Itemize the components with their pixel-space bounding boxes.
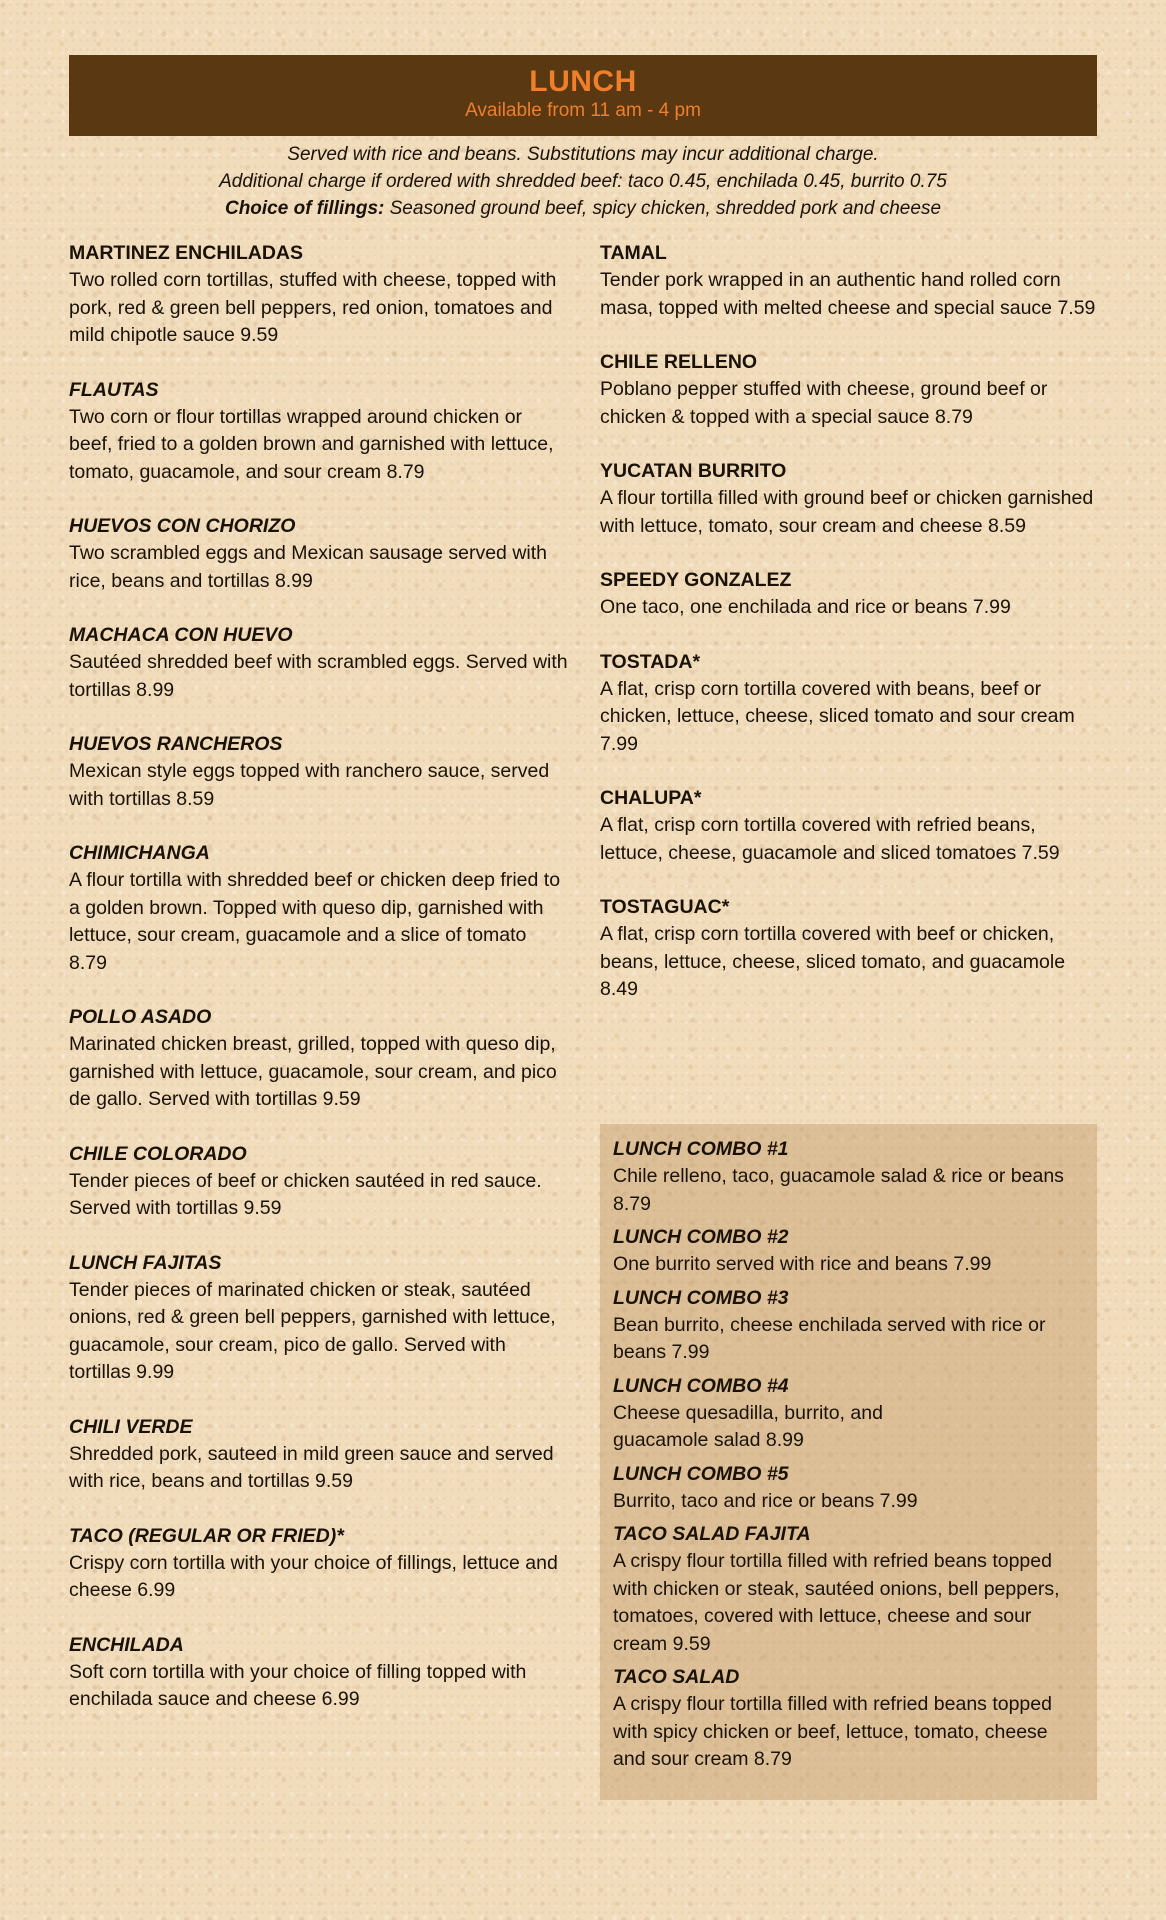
combo-item xyxy=(613,1664,1087,1774)
menu-item xyxy=(69,840,569,977)
menu-item-description: Two rolled corn tortillas, stuffed with cheese, topped with pork, red & green bell peppers, red onion, tomatoes and mild chipotle sauce 9.59 xyxy=(69,269,557,346)
left-menu-column xyxy=(69,240,569,1741)
menu-item xyxy=(600,894,1100,1004)
menu-availability: Available from 11 am - 4 pm xyxy=(465,100,701,121)
combo-item xyxy=(613,1285,1087,1367)
menu-item-name: TACO (REGULAR OR FRIED)* xyxy=(69,1524,344,1547)
combo-item-name: LUNCH COMBO #5 xyxy=(613,1462,789,1485)
combo-item-name: LUNCH COMBO #3 xyxy=(613,1286,789,1309)
combo-item xyxy=(613,1373,1087,1455)
menu-item-name: TOSTADA* xyxy=(600,650,701,673)
menu-item-description: Sautéed shredded beef with scrambled eggs. Served with tortillas 8.99 xyxy=(69,651,568,701)
menu-item-description: Poblano pepper stuffed with cheese, ground beef or chicken & topped with a special sauce 8.79 xyxy=(600,378,1048,428)
menu-title: LUNCH xyxy=(529,65,637,98)
menu-item-name: MARTINEZ ENCHILADAS xyxy=(69,242,303,264)
lunch-combos-box xyxy=(600,1124,1097,1800)
menu-item-description: Marinated chicken breast, grilled, topped with queso dip, garnished with lettuce, guacamole, sour cream, and pico de gallo. Served with tortillas 9.59 xyxy=(69,1033,557,1110)
menu-item-description: Soft corn tortilla with your choice of filling topped with enchilada sauce and cheese 6.99 xyxy=(69,1660,527,1710)
combo-item-name: TACO SALAD FAJITA xyxy=(613,1523,811,1545)
menu-item-name: HUEVOS CON CHORIZO xyxy=(69,515,296,537)
menu-item-description: Two corn or flour tortillas wrapped around chicken or beef, fried to a golden brown and garnished with lettuce, tomato, guacamole, and sour cream 8.79 xyxy=(69,405,554,483)
menu-item xyxy=(69,1004,569,1114)
combo-item-description: Burrito, taco and rice or beans 7.99 xyxy=(613,1489,918,1512)
menu-item xyxy=(69,1632,569,1714)
menu-item-description: Shredded pork, sauteed in mild green sauce and served with rice, beans and tortillas 9.59 xyxy=(69,1442,554,1492)
combo-item-description: Bean burrito, cheese enchilada served with rice or beans 7.99 xyxy=(613,1313,1046,1363)
menu-item-name: ENCHILADA xyxy=(69,1633,184,1656)
menu-item-description: A flat, crisp corn tortilla covered with refried beans, lettuce, cheese, guacamole and sliced tomatoes 7.59 xyxy=(600,814,1060,864)
menu-item xyxy=(69,622,569,704)
menu-item-description: A flat, crisp corn tortilla covered with beans, beef or chicken, lettuce, cheese, sliced tomato and sour cream 7.99 xyxy=(600,677,1075,755)
menu-item-description: A flat, crisp corn tortilla covered with beef or chicken, beans, lettuce, cheese, sliced tomato, and guacamole 8.49 xyxy=(600,923,1066,1000)
menu-item-name: POLLO ASADO xyxy=(69,1006,212,1028)
menu-item-description: Tender pork wrapped in an authentic hand rolled corn masa, topped with melted cheese and special sauce 7.59 xyxy=(600,269,1096,319)
menu-item xyxy=(600,458,1100,540)
note-fillings xyxy=(69,195,1097,222)
combo-item-name: LUNCH COMBO #1 xyxy=(613,1138,789,1160)
combo-item-description: One burrito served with rice and beans 7.99 xyxy=(613,1253,992,1275)
note-fillings-text: Seasoned ground beef, spicy chicken, shredded pork and cheese xyxy=(384,198,942,219)
menu-item-name: MACHACA CON HUEVO xyxy=(69,624,293,646)
menu-item-name: CHILE COLORADO xyxy=(69,1142,247,1165)
menu-item xyxy=(69,1250,569,1387)
menu-header-banner xyxy=(69,55,1097,136)
combo-item-name: LUNCH COMBO #2 xyxy=(613,1226,789,1248)
combo-item-name: LUNCH COMBO #4 xyxy=(613,1374,789,1397)
menu-item xyxy=(69,1141,569,1223)
menu-item-name: TOSTAGUAC* xyxy=(600,896,730,918)
menu-item-name: CHILE RELLENO xyxy=(600,351,758,373)
combo-item xyxy=(613,1136,1087,1218)
menu-item-name: FLAUTAS xyxy=(69,378,159,401)
combo-item xyxy=(613,1521,1087,1658)
menu-item-description: Crispy corn tortilla with your choice of fillings, lettuce and cheese 6.99 xyxy=(69,1551,558,1601)
note-fillings-label: Choice of fillings: xyxy=(224,198,385,219)
menu-item xyxy=(69,1414,569,1496)
combo-item xyxy=(613,1224,1087,1279)
menu-item xyxy=(600,785,1100,867)
menu-item-description: One taco, one enchilada and rice or beans 7.99 xyxy=(600,596,1011,618)
menu-item-name: CHIMICHANGA xyxy=(69,842,210,864)
menu-item-name: HUEVOS RANCHEROS xyxy=(69,733,283,755)
menu-item-description: A flour tortilla with shredded beef or chicken deep fried to a golden brown. Topped with queso dip, garnished with lettuce, sour cream, guacamole and a slice of tomato 8.79 xyxy=(69,869,561,974)
menu-item-description: Mexican style eggs topped with ranchero sauce, served with tortillas 8.59 xyxy=(69,760,550,810)
menu-item xyxy=(69,377,569,487)
right-menu-column xyxy=(600,240,1100,1031)
menu-item xyxy=(69,513,569,595)
combo-item xyxy=(613,1461,1087,1516)
menu-item xyxy=(69,1523,569,1605)
menu-item xyxy=(600,240,1100,322)
combo-item-description: A crispy flour tortilla filled with refried beans topped with spicy chicken or beef, lettuce, tomato, cheese and sour cream 8.79 xyxy=(613,1693,1052,1770)
menu-item xyxy=(600,649,1100,759)
menu-item-name: SPEEDY GONZALEZ xyxy=(600,569,792,591)
combo-item-description: Cheese quesadilla, burrito, and guacamole salad 8.99 xyxy=(613,1401,883,1451)
menu-item xyxy=(600,567,1100,622)
combo-item-name: TACO SALAD xyxy=(613,1666,740,1688)
menu-item xyxy=(69,240,569,350)
menu-item-name: CHILI VERDE xyxy=(69,1415,193,1438)
menu-item-description: Tender pieces of marinated chicken or steak, sautéed onions, red & green bell peppers, garnished with lettuce, guacamole, sour cream, pico de gallo. Served with tortillas 9.99 xyxy=(69,1278,556,1383)
menu-item-description: Two scrambled eggs and Mexican sausage served with rice, beans and tortillas 8.99 xyxy=(69,542,547,592)
menu-item-name: TAMAL xyxy=(600,242,667,264)
menu-item-name: CHALUPA* xyxy=(600,787,702,809)
combo-item-description: Chile relleno, taco, guacamole salad & rice or beans 8.79 xyxy=(613,1165,1064,1215)
menu-item-name: LUNCH FAJITAS xyxy=(69,1251,222,1274)
note-additional-charge: Additional charge if ordered with shredded beef: taco 0.45, enchilada 0.45, burrito 0.75 xyxy=(219,171,947,192)
menu-item-description: Tender pieces of beef or chicken sautéed in red sauce. Served with tortillas 9.59 xyxy=(69,1169,542,1219)
menu-item xyxy=(600,349,1100,431)
menu-item-name: YUCATAN BURRITO xyxy=(600,460,787,482)
menu-item xyxy=(69,731,569,813)
menu-item-description: A flour tortilla filled with ground beef or chicken garnished with lettuce, tomato, sour cream and cheese 8.59 xyxy=(600,487,1094,537)
menu-notes xyxy=(69,141,1097,222)
note-served-with: Served with rice and beans. Substitutions may incur additional charge. xyxy=(287,144,879,165)
combo-item-description: A crispy flour tortilla filled with refried beans topped with chicken or steak, sautéed onions, bell peppers, tomatoes, covered with lettuce, cheese and sour cream 9.59 xyxy=(613,1550,1060,1655)
